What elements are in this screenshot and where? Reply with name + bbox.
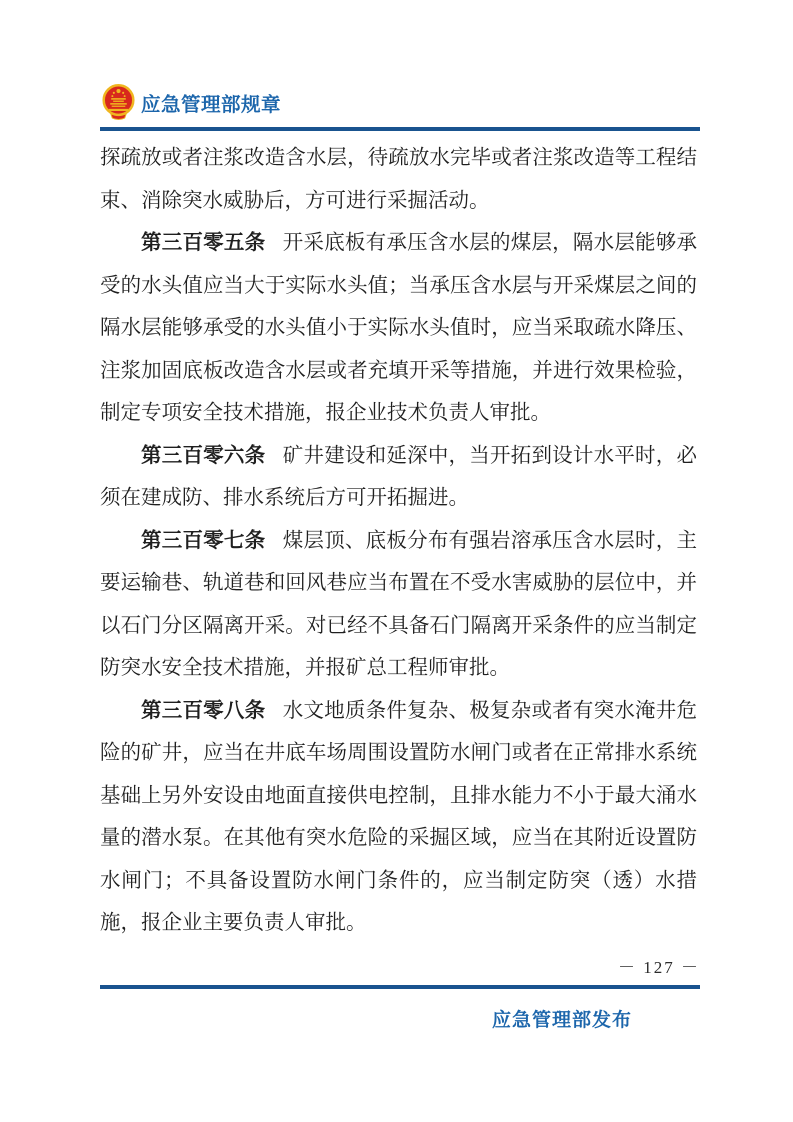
page-header	[101, 83, 281, 122]
body-paragraph-article-305	[100, 222, 697, 435]
body-paragraph-article-307	[100, 520, 697, 690]
national-emblem-icon	[101, 83, 136, 122]
article-number: 第三百零六条	[141, 443, 266, 467]
body-paragraph-article-306	[100, 435, 697, 520]
body-paragraph-continuation	[100, 137, 697, 222]
article-text: 煤层顶、底板分布有强岩溶承压含水层时，主要运输巷、轨道巷和回风巷应当布置在不受水害威胁的层位中，并以石门分区隔离开采。对已经不具备石门隔离开采条件的应当制定防突水安全技术措施，并报矿总工程师审批。	[100, 529, 698, 679]
document-body	[100, 137, 697, 945]
article-text: 矿井建设和延深中，当开拓到设计水平时，必须在建成防、排水系统后方可开拓掘进。	[100, 444, 698, 509]
paragraph-text: 探疏放或者注浆改造含水层，待疏放水完毕或者注浆改造等工程结束、消除突水威胁后，方可进行采掘活动。	[100, 147, 697, 212]
footer-rule	[100, 985, 700, 989]
body-paragraph-article-308	[100, 690, 697, 945]
article-text: 水文地质条件复杂、极复杂或者有突水淹井危险的矿井，应当在井底车场周围设置防水闸门或者在正常排水系统基础上另外安设由地面直接供电控制，且排水能力不小于最大涌水量的潜水泵。在其他有突水危险的采掘区域，应当在其附近设置防水闸门；不具备设置防水闸门条件的，应当制定防突（透）水措施，报企业主要负责人审批。	[100, 699, 698, 934]
article-number: 第三百零八条	[141, 698, 266, 722]
article-text: 开采底板有承压含水层的煤层，隔水层能够承受的水头值应当大于实际水头值；当承压含水层与开采煤层之间的隔水层能够承受的水头值小于实际水头值时，应当采取疏水降压、注浆加固底板改造含水层或者充填开采等措施，并进行效果检验，制定专项安全技术措施，报企业技术负责人审批。	[100, 232, 698, 424]
article-number: 第三百零七条	[141, 528, 266, 552]
publisher-label: 应急管理部发布	[491, 1010, 632, 1031]
header-title: 应急管理部规章	[141, 93, 282, 116]
article-number: 第三百零五条	[141, 231, 266, 254]
header-rule	[100, 127, 700, 131]
page-number: － 127 －	[618, 958, 700, 977]
